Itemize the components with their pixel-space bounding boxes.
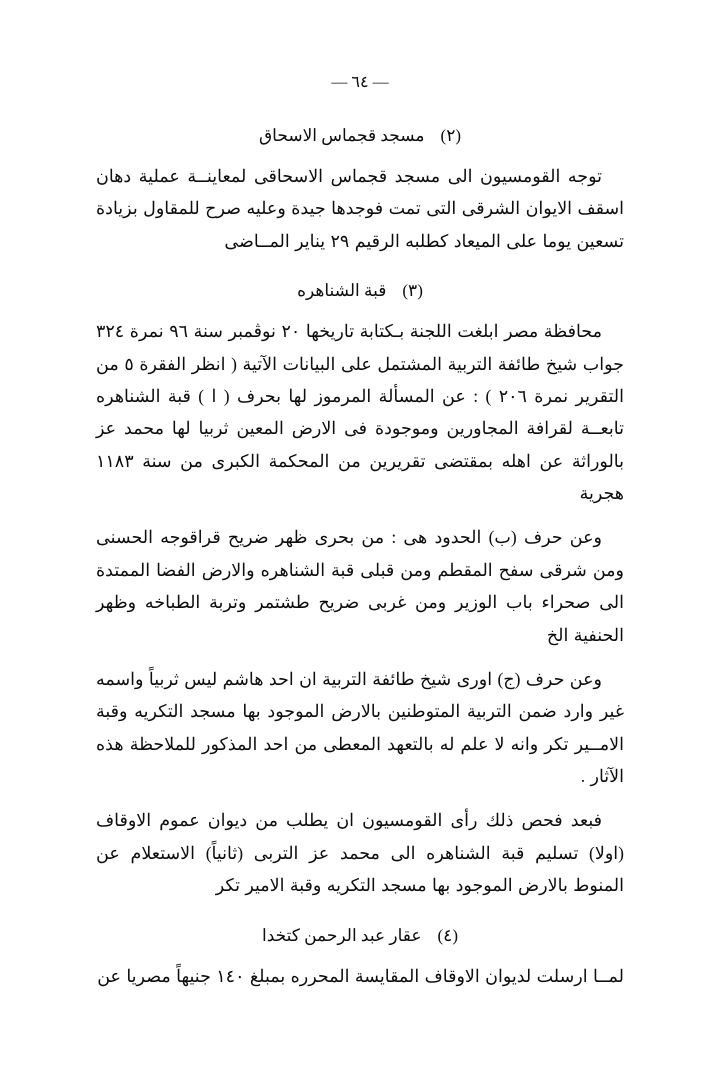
section-title: مسجد قجماس الاسحاق — [258, 126, 425, 145]
section-block — [96, 926, 624, 992]
paragraph: توجه القومسيون الى مسجد قجماس الاسحاقى لمعاينــة عملية دهان اسقف الايوان الشرقى التى تمت فوجدها جيدة وعليه صرح للمقاول بزيادة تسعين يوما على الميعاد كطلبه الرقيم ٢٩ يناير المــاضى — [96, 166, 624, 251]
section-block — [96, 281, 624, 901]
section-number: (٢) — [440, 126, 462, 145]
section-number: (٣) — [402, 281, 423, 301]
paragraph: فبعد فحص ذلك رأى القومسيون ان يطلب من ديوان عموم الاوقاف (اولا) تسليم قبة الشناهره الى محمد عز التربى (ثانياً) الاستعلام عن المنوط بالارض الموجود بها مسجد التكريه وقبة الامير تكر — [96, 810, 624, 896]
paragraph: لمــا ارسلت لديوان الاوقاف المقايسة المحرره بمبلغ ١٤٠ جنيهاً مصريا عن — [97, 965, 624, 986]
paragraph: وعن حرف (ج) اورى شيخ طائفة التربية ان احد هاشم ليس ثربياً واسمه غير وارد ضمن التربية المتوطنين بالارض الموجود بها مسجد التكريه وقبة الامــير تكر وانه لا علم له بالتعهد المعطى من احد المذكور للملاحظة هذه الآثار . — [96, 668, 624, 786]
section-heading — [96, 281, 624, 301]
section-number: (٤) — [437, 925, 458, 945]
section-heading — [96, 926, 624, 946]
paragraph: محافظة مصر ابلغت اللجنة بـكتابة تاريخها ٢٠ نوڤمبر سنة ٩٦ نمرة ٣٢٤ جواب شيخ طائفة التربية المشتمل على البيانات الآتية ( انظر الفقرة ٥ من التقرير نمرة ٢٠٦ ) : عن المسألة المرموز لها بحرف ( ا ) قبة الشناهره تابعــة لقرافة المجاورين وموجودة فى الارض المعين ثربيا لها محمد عز بالوراثة عن اهله بمقتضى تقريرين من المحكمة الكبرى من سنة ١١٨٣ هجرية — [96, 321, 624, 503]
section-block — [96, 126, 624, 257]
section-title: عقار عبد الرحمن كتخدا — [262, 925, 422, 945]
section-heading — [96, 126, 624, 146]
page-number: — ٦٤ — — [331, 74, 389, 91]
section-title: قبة الشناهره — [297, 281, 387, 301]
paragraph: وعن حرف (ب) الحدود هى : من بحرى ظهر ضريح قراقوجه الحسنى ومن شرقى سفح المقطم ومن قبلى قبة الشناهره والارض الفضا الممتدة الى صحراء باب الوزير ومن غربى ضريح طشتمر وتربة الطباخه وظهر الحنفية الخ — [96, 527, 624, 645]
